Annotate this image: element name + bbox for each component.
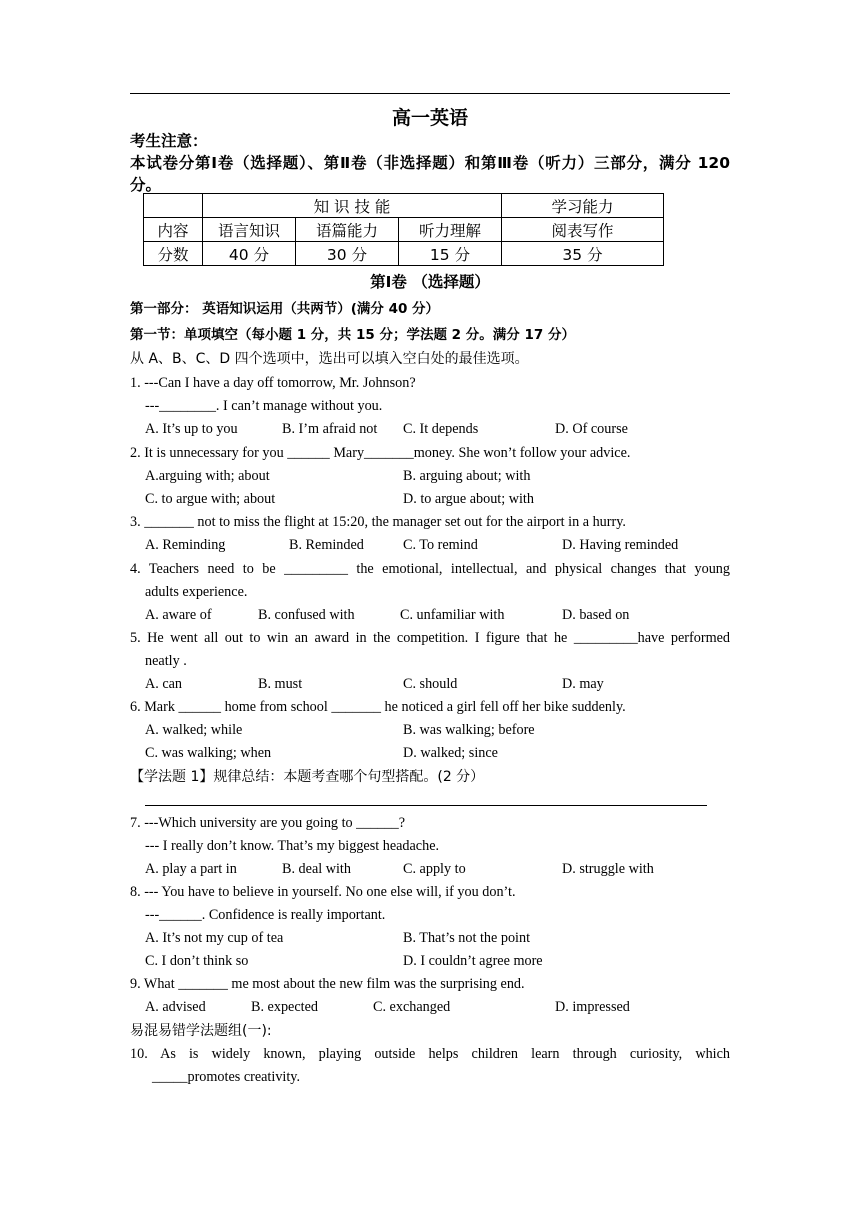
question-stem-cont: ---________. I can’t manage without you. (145, 398, 383, 414)
score-table (143, 193, 664, 266)
column-score: 35 分 (502, 242, 664, 266)
option-c[interactable]: C. should (403, 676, 458, 692)
option-c[interactable]: C. to argue with; about (145, 491, 276, 507)
options-row (130, 927, 730, 950)
question-stem-cont: neatly . (145, 653, 187, 669)
options-row (130, 418, 730, 441)
page-title: 高一英语 (391, 107, 468, 129)
column-score: 30 分 (296, 242, 399, 266)
option-a[interactable]: A. can (145, 676, 183, 692)
answer-line[interactable] (145, 805, 707, 806)
option-b[interactable]: B. expected (251, 999, 318, 1015)
question-5 (130, 627, 730, 696)
notice-body: 本试卷分第Ⅰ卷（选择题）、第Ⅱ卷（非选择题）和第Ⅲ卷（听力）三部分，满分 120 分。 (130, 154, 730, 194)
column-score: 40 分 (203, 242, 296, 266)
header-rule (130, 93, 730, 94)
volume-title: 第Ⅰ卷 （选择题） (370, 273, 490, 291)
question-stem: 5. He went all out to win an award in the competition. I figure that he _________have performed (130, 630, 730, 646)
column-name: 阅表写作 (502, 218, 664, 242)
question-stem: 3. _______ not to miss the flight at 15:20, the manager set out for the airport in a hurry. (130, 514, 626, 530)
question-stem: 8. --- You have to believe in yourself. No one else will, if you don’t. (130, 884, 516, 900)
option-d[interactable]: D. Having reminded (562, 537, 679, 553)
option-a[interactable]: A. walked; while (145, 722, 243, 738)
column-name: 听力理解 (399, 218, 502, 242)
option-d[interactable]: D. I couldn’t agree more (403, 953, 543, 969)
question-9 (130, 973, 730, 1019)
option-a[interactable]: A. advised (145, 999, 206, 1015)
option-d[interactable]: D. may (562, 676, 604, 692)
group-title: 易混易错学法题组(一): (130, 1023, 272, 1039)
row-score-label: 分数 (144, 242, 203, 266)
option-d[interactable]: D. struggle with (562, 861, 654, 877)
instruction: 从 A、B、C、D 四个选项中，选出可以填入空白处的最佳选项。 (130, 351, 529, 367)
question-stem: 1. ---Can I have a day off tomorrow, Mr. Johnson? (130, 375, 416, 391)
question-stem: 9. What _______ me most about the new film was the surprising end. (130, 976, 525, 992)
option-c[interactable]: C. It depends (403, 421, 479, 437)
option-b[interactable]: B. confused with (258, 607, 355, 623)
option-b[interactable]: B. That’s not the point (403, 930, 531, 946)
options-row (130, 858, 730, 881)
option-d[interactable]: D. walked; since (403, 745, 498, 761)
question-2 (130, 442, 730, 511)
notice-heading: 考生注意： (130, 132, 208, 150)
option-a[interactable]: A. aware of (145, 607, 212, 623)
option-b[interactable]: B. must (258, 676, 303, 692)
options-row (130, 534, 730, 557)
question-3 (130, 511, 730, 557)
question-1 (130, 372, 730, 441)
question-stem: 2. It is unnecessary for you ______ Mary_______money. She won’t follow your advice. (130, 445, 631, 461)
option-b[interactable]: B. was walking; before (403, 722, 535, 738)
option-a[interactable]: A. It’s not my cup of tea (145, 930, 284, 946)
option-c[interactable]: C. exchanged (373, 999, 451, 1015)
options-row (130, 950, 730, 973)
question-10 (130, 1043, 730, 1089)
question-stem-cont: _____promotes creativity. (152, 1069, 301, 1085)
table-corner-cell (144, 194, 203, 218)
question-stem: 6. Mark ______ home from school _______ he noticed a girl fell off her bike suddenly. (130, 699, 626, 715)
options-row (130, 742, 730, 765)
option-b[interactable]: B. Reminded (289, 537, 364, 553)
group-study-header: 学习能力 (502, 194, 664, 218)
question-6 (130, 696, 730, 765)
option-d[interactable]: D. to argue about; with (403, 491, 534, 507)
column-name: 语篇能力 (296, 218, 399, 242)
options-row (130, 465, 730, 488)
question-stem: 4. Teachers need to be _________ the emotional, intellectual, and physical changes that young (130, 561, 730, 577)
options-row (130, 719, 730, 742)
option-d[interactable]: D. based on (562, 607, 630, 623)
option-c[interactable]: C. I don’t think so (145, 953, 249, 969)
question-stem-cont: ---______. Confidence is really important. (145, 907, 386, 923)
options-row (130, 673, 730, 696)
notice-block (130, 130, 730, 196)
option-c[interactable]: C. To remind (403, 537, 478, 553)
option-b[interactable]: B. arguing about; with (403, 468, 531, 484)
part-title: 第一部分： 英语知识运用（共两节）(满分 40 分） (130, 301, 440, 317)
question-stem-cont: --- I really don’t know. That’s my biggest headache. (145, 838, 440, 854)
question-8 (130, 881, 730, 973)
option-d[interactable]: D. Of course (555, 421, 628, 437)
question-stem: 7. ---Which university are you going to ______? (130, 815, 406, 831)
group-knowledge-header: 知 识 技 能 (203, 194, 502, 218)
question-stem: 10. As is widely known, playing outside helps children learn through curiosity, which (130, 1046, 730, 1062)
options-row (130, 604, 730, 627)
option-d[interactable]: D. impressed (555, 999, 630, 1015)
question-4 (130, 558, 730, 627)
option-c[interactable]: C. unfamiliar with (400, 607, 505, 623)
section-title: 第一节：单项填空（每小题 1 分，共 15 分；学法题 2 分。满分 17 分） (130, 327, 575, 343)
option-a[interactable]: A. play a part in (145, 861, 237, 877)
options-row (130, 996, 730, 1019)
option-a[interactable]: A. It’s up to you (145, 421, 238, 437)
row-content-label: 内容 (144, 218, 203, 242)
column-name: 语言知识 (203, 218, 296, 242)
option-b[interactable]: B. deal with (282, 861, 351, 877)
method-question-1: 【学法题 1】规律总结：本题考查哪个句型搭配。(2 分） (130, 769, 485, 785)
option-c[interactable]: C. apply to (403, 861, 466, 877)
options-row (130, 488, 730, 511)
option-b[interactable]: B. I’m afraid not (282, 421, 378, 437)
column-score: 15 分 (399, 242, 502, 266)
option-c[interactable]: C. was walking; when (145, 745, 272, 761)
option-a[interactable]: A. Reminding (145, 537, 226, 553)
option-a[interactable]: A.arguing with; about (145, 468, 270, 484)
question-stem-cont: adults experience. (145, 584, 248, 600)
question-7 (130, 812, 730, 881)
